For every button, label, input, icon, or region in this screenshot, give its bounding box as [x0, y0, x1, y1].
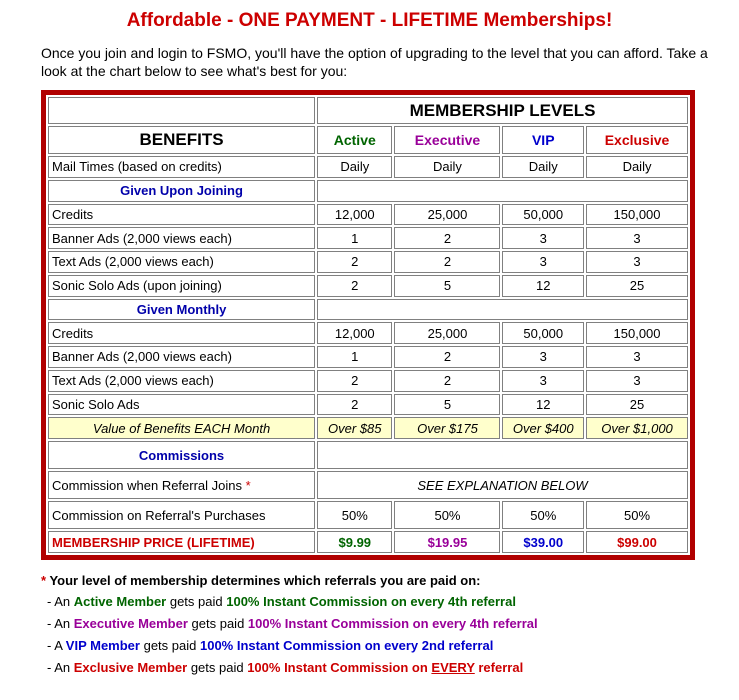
line-middle: gets paid [166, 594, 227, 609]
cell-value: Daily [586, 156, 688, 178]
price-executive: $19.95 [394, 531, 500, 553]
row-label: Sonic Solo Ads (upon joining) [48, 275, 315, 297]
price-exclusive: $99.00 [586, 531, 688, 553]
cell-value: 3 [502, 251, 584, 273]
commission-text: 100% Instant Commission on every 2nd referral [199, 638, 494, 653]
level-vip-header: VIP [502, 126, 584, 153]
cell-value: 50% [394, 501, 500, 529]
empty-section-cell [317, 299, 688, 321]
table-row [48, 471, 688, 499]
table-row [48, 370, 688, 392]
cell-value: 1 [317, 346, 392, 368]
value-row [48, 417, 688, 439]
row-label: Mail Times (based on credits) [48, 156, 315, 178]
row-label: Text Ads (2,000 views each) [48, 370, 315, 392]
asterisk-marker: * [245, 477, 251, 493]
see-explanation-cell: SEE EXPLANATION BELOW [317, 471, 688, 499]
cell-value: 2 [394, 370, 500, 392]
commission-text: 100% Instant Commission on [247, 660, 432, 675]
row-label: Banner Ads (2,000 views each) [48, 346, 315, 368]
level-exclusive-header: Exclusive [586, 126, 688, 153]
cell-value: 2 [317, 394, 392, 416]
price-label: MEMBERSHIP PRICE (LIFETIME) [48, 531, 315, 553]
level-executive-header: Executive [394, 126, 500, 153]
cell-value: 150,000 [586, 322, 688, 344]
cell-value: 1 [317, 227, 392, 249]
membership-levels-header: MEMBERSHIP LEVELS [317, 97, 688, 124]
cell-value: 12 [502, 394, 584, 416]
cell-value: 2 [394, 251, 500, 273]
notes-lead [41, 573, 721, 588]
membership-table-frame [41, 90, 695, 560]
table-row [48, 275, 688, 297]
line-prefix: - An [47, 616, 74, 631]
cell-value: 25 [586, 394, 688, 416]
list-item [47, 660, 721, 675]
value-cell: Over $1,000 [586, 417, 688, 439]
table-row [48, 156, 688, 178]
member-name: VIP Member [65, 638, 140, 653]
row-label: Credits [48, 204, 315, 226]
price-active: $9.99 [317, 531, 392, 553]
row-label: Sonic Solo Ads [48, 394, 315, 416]
empty-section-cell [317, 180, 688, 202]
section-monthly-header: Given Monthly [48, 299, 315, 321]
cell-value: 12 [502, 275, 584, 297]
cell-value: 3 [586, 251, 688, 273]
table-row [48, 251, 688, 273]
cell-value: 12,000 [317, 322, 392, 344]
cell-value: 12,000 [317, 204, 392, 226]
cell-value: 50% [317, 501, 392, 529]
cell-value: 5 [394, 394, 500, 416]
commission-text: 100% Instant Commission on every 4th referral [247, 616, 538, 631]
asterisk-marker: * [41, 573, 47, 588]
level-active-header: Active [317, 126, 392, 153]
cell-value: 3 [502, 346, 584, 368]
cell-value: 25,000 [394, 204, 500, 226]
member-name: Exclusive Member [73, 660, 188, 675]
commission-text: 100% Instant Commission on every 4th referral [226, 594, 516, 609]
row-label: Banner Ads (2,000 views each) [48, 227, 315, 249]
line-prefix: - An [47, 594, 74, 609]
cell-value: Daily [394, 156, 500, 178]
value-cell: Over $175 [394, 417, 500, 439]
cell-value: 25,000 [394, 322, 500, 344]
member-name: Executive Member [73, 616, 188, 631]
list-item [47, 594, 721, 609]
cell-value: 150,000 [586, 204, 688, 226]
row-label: Commission on Referral's Purchases [48, 501, 315, 529]
cell-value: 3 [586, 227, 688, 249]
section-joining-header: Given Upon Joining [48, 180, 315, 202]
section-commissions-header: Commissions [48, 441, 315, 469]
row-label [48, 471, 315, 499]
list-item [47, 638, 721, 653]
cell-value: 2 [317, 251, 392, 273]
list-item [47, 616, 721, 631]
table-row [48, 227, 688, 249]
row-label: Credits [48, 322, 315, 344]
commission-emphasis: EVERY [431, 660, 475, 675]
line-middle: gets paid [187, 660, 248, 675]
commission-text-end: referral [474, 660, 524, 675]
table-row [48, 204, 688, 226]
table-row [48, 394, 688, 416]
referral-notes [41, 573, 721, 682]
cell-value: Daily [317, 156, 392, 178]
cell-value: 2 [394, 346, 500, 368]
cell-value: 50% [502, 501, 584, 529]
cell-value: 3 [586, 370, 688, 392]
value-cell: Over $400 [502, 417, 584, 439]
cell-value: 3 [502, 227, 584, 249]
intro-text: Once you join and login to FSMO, you'll have the option of upgrading to the level that you can afford. Take a look at the chart below to see what's best for you: [41, 45, 708, 79]
cell-value: 2 [317, 275, 392, 297]
cell-value: 5 [394, 275, 500, 297]
cell-value: 2 [394, 227, 500, 249]
cell-value: 50% [586, 501, 688, 529]
page-title: Affordable - ONE PAYMENT - LIFETIME Memberships! [126, 10, 613, 31]
line-middle: gets paid [139, 638, 200, 653]
line-middle: gets paid [187, 616, 248, 631]
value-label: Value of Benefits EACH Month [48, 417, 315, 439]
table-row [48, 346, 688, 368]
empty-section-cell [317, 441, 688, 469]
value-cell: Over $85 [317, 417, 392, 439]
empty-corner-cell [48, 97, 315, 124]
membership-table [46, 95, 690, 555]
table-row [48, 501, 688, 529]
cell-value: 3 [502, 370, 584, 392]
cell-value: 25 [586, 275, 688, 297]
cell-value: Daily [502, 156, 584, 178]
price-vip: $39.00 [502, 531, 584, 553]
price-row [48, 531, 688, 553]
line-prefix: - A [47, 638, 66, 653]
benefits-header: BENEFITS [48, 126, 315, 153]
row-label: Text Ads (2,000 views each) [48, 251, 315, 273]
cell-value: 2 [317, 370, 392, 392]
line-prefix: - An [47, 660, 74, 675]
member-name: Active Member [73, 594, 167, 609]
referral-join-label: Commission when Referral Joins [52, 477, 243, 493]
notes-lead-text: Your level of membership determines which referrals you are paid on: [49, 573, 481, 588]
table-row [48, 322, 688, 344]
cell-value: 3 [586, 346, 688, 368]
cell-value: 50,000 [502, 204, 584, 226]
cell-value: 50,000 [502, 322, 584, 344]
